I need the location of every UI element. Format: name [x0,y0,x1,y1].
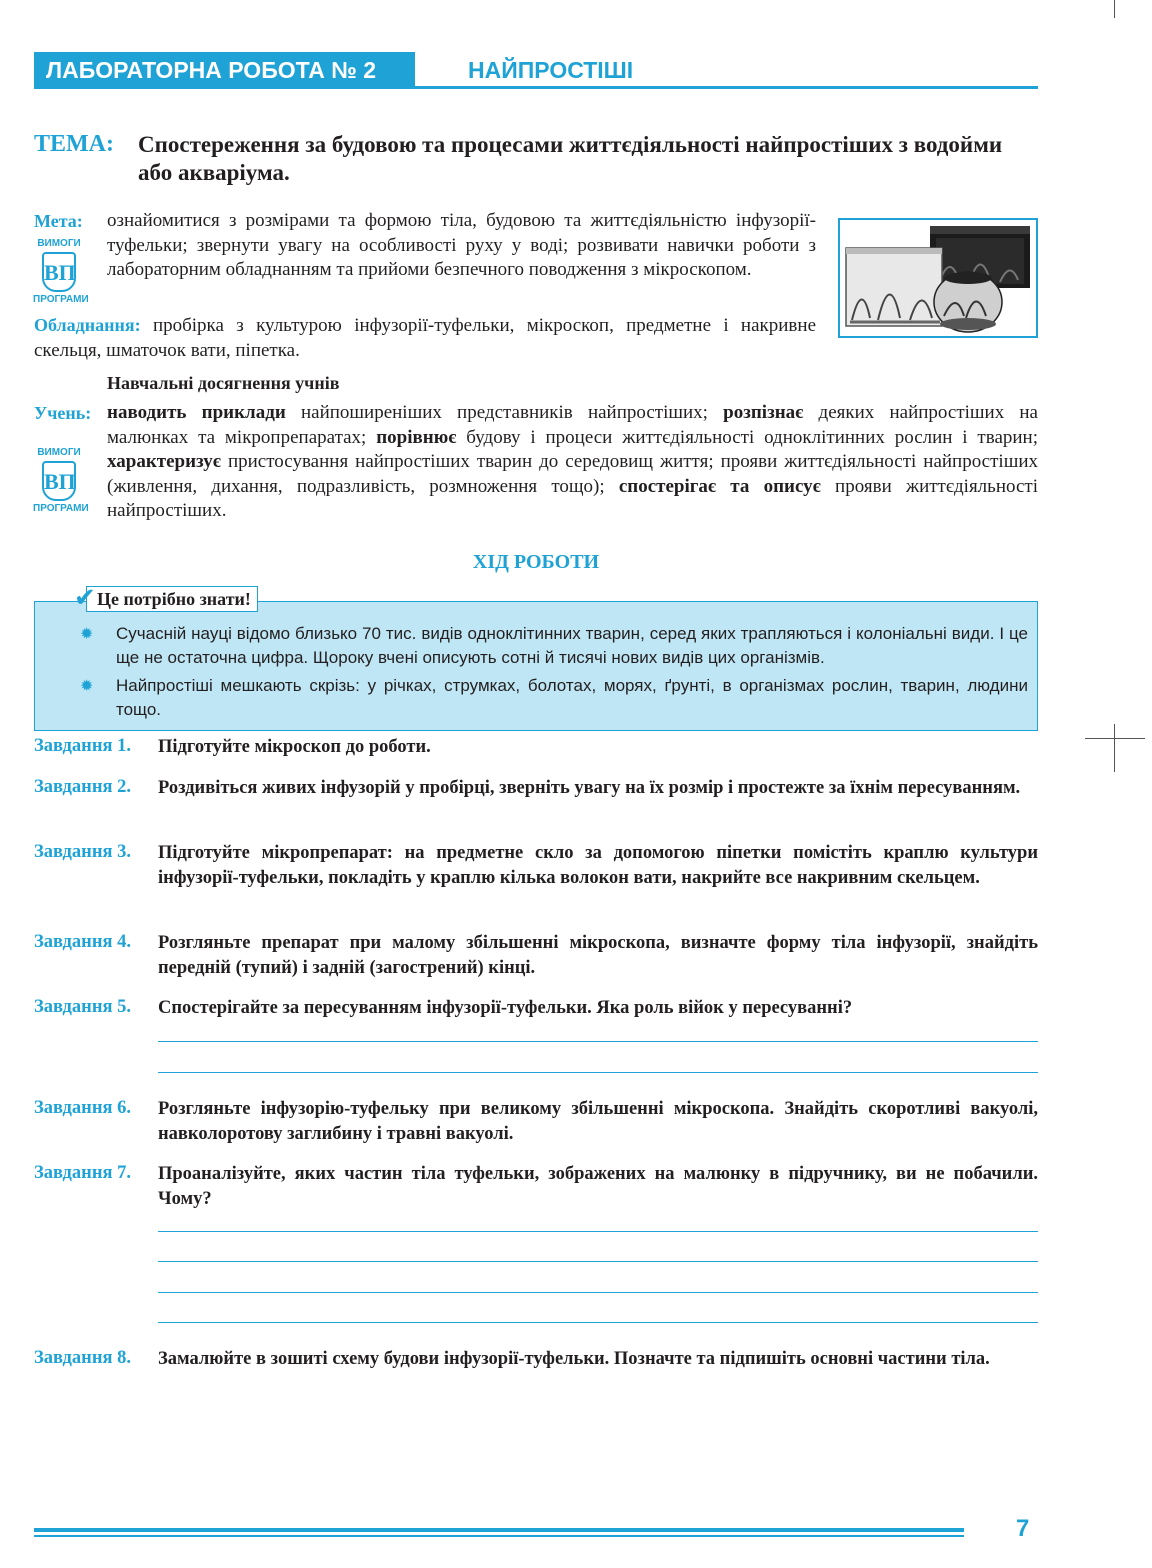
header-rule [34,86,1038,89]
bullet-icon: ✹ [80,624,94,643]
answer-line[interactable] [158,1292,1038,1293]
equipment-label: Обладнання: [34,315,141,335]
info-item: Найпростіші мешкають скрізь: у річках, струмках, болотах, морях, ґрунті, в організмах рослин, тварин, людини тощо. [116,676,1028,719]
badge-mark: ВП [42,252,76,292]
goal-label: Мета: [34,211,83,231]
achievement-keyword: характеризує [107,451,221,472]
task-label: Завдання 7. [34,1163,131,1183]
task-text: Роздивіться живих інфузорій у пробірці, зверніть увагу на їх розмір і простежте за їхнім пересуванням. [158,778,1021,798]
achievement-text: будову і процеси життєдіяльності одноклітинних рослин і тварин; [456,426,1039,448]
bullet-icon: ✹ [80,676,94,695]
badge-bottom-text: ПРОГРАМИ [33,294,89,305]
page-number: 7 [1016,1515,1030,1542]
task-text: Проаналізуйте, яких частин тіла туфельки, зображених на малюнку в підручнику, ви не побачили. Чому? [158,1164,1038,1209]
achievement-text: найпоширеніших представників найпростіших; [285,402,724,423]
achievement-text: пристосування найпростіших тварин до середовищ життя; прояви життєдіяльності найпростіших (живлення, дихання, подразливість, розмноження тощо); [107,451,1038,497]
task-label: Завдання 6. [34,1098,131,1118]
task-label: Завдання 8. [34,1348,131,1368]
section-title: НАЙПРОСТІШІ [468,57,634,83]
program-requirements-badge [33,447,89,519]
badge-top-text: ВИМОГИ [37,447,81,458]
answer-line[interactable] [158,1072,1038,1073]
answer-line[interactable] [158,1041,1038,1042]
process-title: ХІД РОБОТИ [472,551,600,573]
topic-label: ТЕМА: [34,131,114,157]
lab-title: ЛАБОРАТОРНА РОБОТА № 2 [34,52,415,88]
info-box [34,601,1038,731]
badge-mark: ВП [42,461,76,501]
task-text: Розгляньте препарат при малому збільшенні мікроскопа, визначте форму тіла інфузорії, знайдіть передній (тупий) і задній (загострений) кінці. [158,933,1038,978]
answer-line[interactable] [158,1322,1038,1323]
task-label: Завдання 5. [34,997,131,1017]
achievement-keyword: порівнює [376,426,457,448]
achievement-keyword: наводить приклади [107,402,286,423]
topic-text: Спостереження за будовою та процесами життєдіяльності найпростіших з водойми або акваріума. [138,132,1003,185]
achievement-keyword: спостерігає та описує [618,475,821,497]
aquarium-photo [838,218,1038,338]
student-label: Учень: [34,403,92,423]
task-label: Завдання 2. [34,777,131,797]
goal-text: ознайомитися з розмірами та формою тіла, будовою та життєдіяльністю інфузорії-туфельки; звернути увагу на особливості руху у воді; розвивати навички роботи з лабораторним обладнанням та прийоми безпечного поводження з мікроскопом. [107,210,816,280]
answer-line[interactable] [158,1231,1038,1232]
task-text: Розгляньте інфузорію-туфельку при великому збільшенні мікроскопа. Знайдіть скоротливі вакуолі, навколоротову заглибину і травні вакуолі. [158,1099,1038,1144]
equipment-text: пробірка з культурою інфузорії-туфельки, мікроскоп, предметне і накривне скельця, шматочок вати, піпетка. [34,315,817,361]
info-box-title: Це потрібно знати! [86,586,258,612]
achievements-title: Навчальні досягнення учнів [107,373,340,393]
footer-rule [34,1528,964,1532]
achievement-keyword: розпізнає [723,402,804,423]
task-text: Підготуйте мікроскоп до роботи. [158,737,431,757]
crop-mark-top [1114,0,1115,18]
badge-top-text: ВИМОГИ [37,238,81,249]
badge-bottom-text: ПРОГРАМИ [33,503,89,514]
aquarium-illustration [840,220,1036,336]
achievement-text: деяких найпростіших на малюнках та мікропрепаратах; [107,402,1038,448]
task-label: Завдання 3. [34,842,131,862]
task-text: Підготуйте мікропрепарат: на предметне скло за допомогою піпетки помістіть краплю культури інфузорії-туфельки, покладіть у краплю кілька волокон вати, накрийте все накривним скельцем. [158,843,1038,888]
page-header [34,52,1038,89]
footer-rule [34,1535,964,1537]
task-text: Замалюйте в зошиті схему будови інфузорії-туфельки. Позначте та підпишіть основні частини тіла. [158,1349,990,1369]
achievements-text [107,401,1038,524]
crop-mark-right-h [1085,738,1145,739]
checkmark-icon: ✔ [74,583,96,613]
answer-line[interactable] [158,1261,1038,1262]
crop-mark-right-v [1114,724,1115,772]
equipment-paragraph [34,313,816,363]
achievement-text: прояви життєдіяльності найпростіших. [107,475,1038,521]
program-requirements-badge [33,238,89,310]
task-text: Спостерігайте за пересуванням інфузорії-туфельки. Яка роль війок у пересуванні? [158,998,853,1018]
task-label: Завдання 1. [34,736,131,756]
task-label: Завдання 4. [34,932,131,952]
info-item: Сучасній науці відомо близько 70 тис. видів одноклітинних тварин, серед яких трапляються і колоніальні види. І це ще не остаточна цифра. Щороку вчені описують сотні й тисячі нових видів цих організмів. [116,624,1028,667]
